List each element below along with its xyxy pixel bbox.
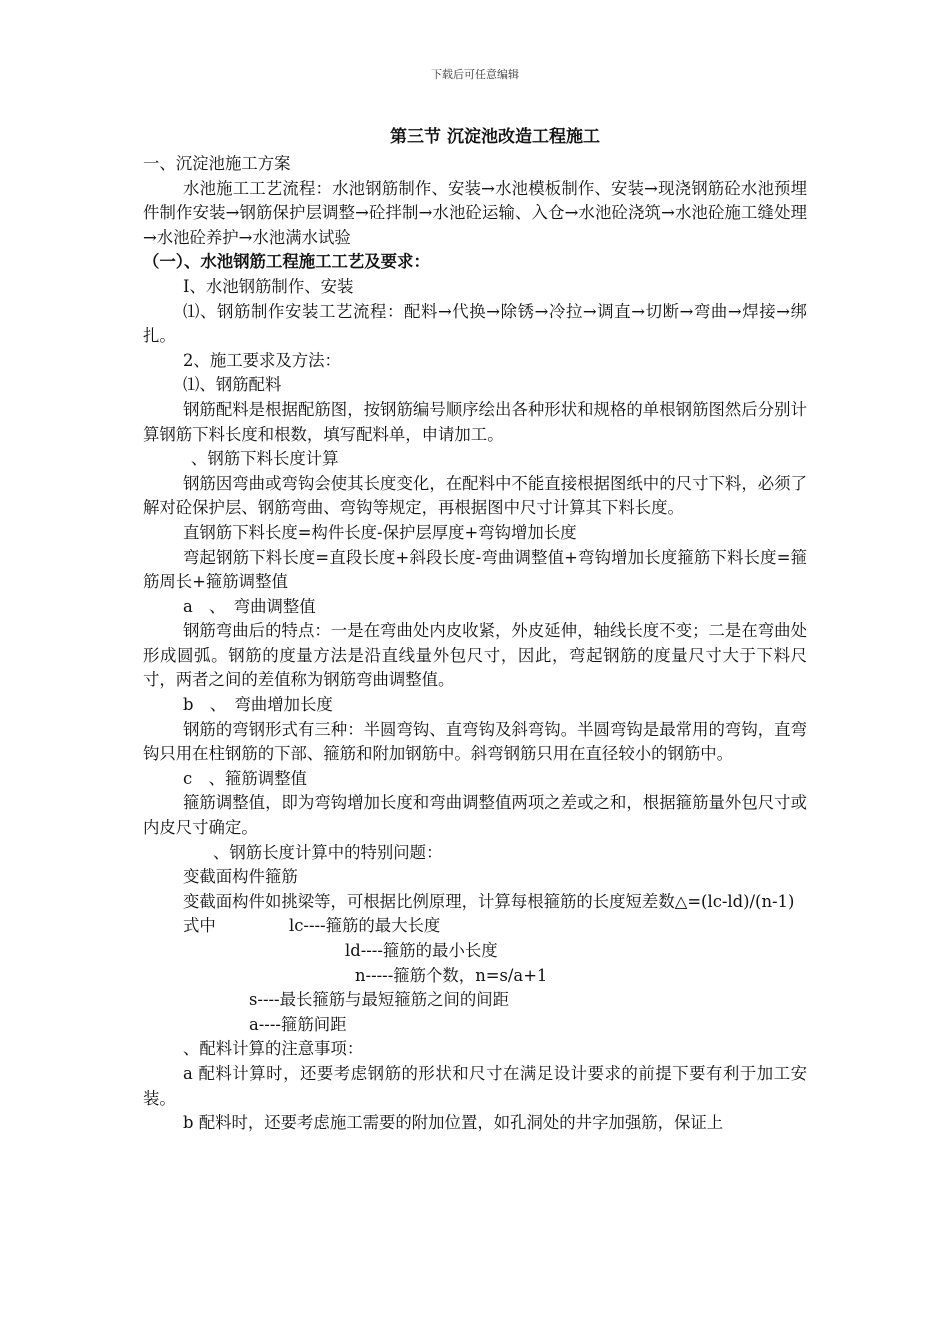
- paragraph-rebar-flow: ⑴、钢筋制作安装工艺流程：配料→代换→除锈→冷拉→调直→切断→弯曲→焊接→绑扎。: [143, 301, 807, 346]
- formula-bent-bar: 弯起钢筋下料长度=直段长度+斜段长度-弯曲调整值+弯钩增加长度箍筋下料长度=箍筋周长+箍筋调整值: [143, 547, 807, 592]
- item-stirrup-adjustment: c 、箍筋调整值: [183, 768, 307, 788]
- paragraph-cut-length: 钢筋因弯曲或弯钩会使其长度变化，在配料中不能直接根据图纸中的尺寸下料，必须了解对砼保护层、钢筋弯曲、弯钩等规定，再根据图中尺寸计算其下料长度。: [143, 473, 807, 518]
- paragraph-variable-section: 变截面构件如挑梁等，可根据比例原理，计算每根箍筋的长度短差数△=(lc-ld)/(n-1): [183, 891, 795, 911]
- page-header: 下载后可任意编辑: [431, 68, 519, 81]
- formula-a: a----箍筋间距: [249, 1014, 347, 1034]
- paragraph-note-b: b 配料时，还要考虑施工需要的附加位置，如孔洞处的井字加强筋，保证上: [183, 1113, 724, 1133]
- paragraph-bend-adjustment: 钢筋弯曲后的特点：一是在弯曲处内皮收紧，外皮延伸，轴线长度不变；二是在弯曲处形成圆弧。钢筋的度量方法是沿直线量外包尺寸，因此，弯起钢筋的度量尺寸大于下料尺寸，两者之间的差值称为钢筋弯曲调整值。: [143, 621, 807, 690]
- formula-legend-row: [143, 914, 807, 939]
- item-rebar-making: I、水池钢筋制作、安装: [183, 276, 354, 296]
- paragraph-batching: 钢筋配料是根据配筋图，按钢筋编号顺序绘出各种形状和规格的单根钢筋图然后分别计算钢筋下料长度和根数，填写配料单，申请加工。: [143, 399, 807, 444]
- formula-n: n-----箍筋个数，n=s/a+1: [355, 965, 548, 985]
- item-hook-length: b 、 弯曲增加长度: [183, 695, 333, 715]
- heading-rebar-process: （一）、水池钢筋工程施工工艺及要求：: [143, 252, 430, 272]
- item-variable-section: 变截面构件箍筋: [183, 867, 298, 887]
- formula-s: s----最长箍筋与最短箍筋之间的间距: [249, 990, 510, 1010]
- item-rebar-batching: ⑴、钢筋配料: [183, 375, 282, 395]
- section-title: 第三节 沉淀池改造工程施工: [390, 127, 600, 147]
- paragraph-process-flow: 水池施工工艺流程：水池钢筋制作、安装→水池模板制作、安装→现浇钢筋砼水池预埋件制作安装→钢筋保护层调整→砼拌制→水池砼运输、入仓→水池砼浇筑→水池砼施工缝处理→水池砼养护→水池满水试验: [143, 178, 807, 247]
- paragraph-note-a: a 配料计算时，还要考虑钢筋的形状和尺寸在满足设计要求的前提下要有利于加工安装。: [143, 1063, 807, 1108]
- formula-legend-label: 式中: [183, 916, 216, 936]
- item-batching-notes: 、配料计算的注意事项：: [183, 1039, 364, 1059]
- item-bend-adjustment: a 、 弯曲调整值: [183, 596, 316, 616]
- paragraph-stirrup-adjustment: 箍筋调整值，即为弯钩增加长度和弯曲调整值两项之差或之和，根据箍筋量外包尺寸或内皮尺寸确定。: [143, 793, 807, 838]
- document-body: [143, 122, 807, 1136]
- formula-straight-bar: 直钢筋下料长度=构件长度-保护层厚度+弯钩增加长度: [183, 522, 577, 542]
- item-special-issues: 、钢筋长度计算中的特别问题：: [213, 842, 443, 862]
- item-cut-length: 、钢筋下料长度计算: [191, 449, 339, 469]
- heading-sedimentation-plan: 一、沉淀池施工方案: [143, 154, 291, 173]
- item-requirements: 2、施工要求及方法：: [183, 350, 341, 370]
- paragraph-hook-length: 钢筋的弯钢形式有三种：半圆弯钩、直弯钩及斜弯钩。半圆弯钩是最常用的弯钩，直弯钩只用在柱钢筋的下部、箍筋和附加钢筋中。斜弯钢筋只用在直径较小的钢筋中。: [143, 719, 807, 764]
- formula-ld: ld----箍筋的最小长度: [345, 941, 498, 960]
- formula-lc: lc----箍筋的最大长度: [289, 916, 441, 936]
